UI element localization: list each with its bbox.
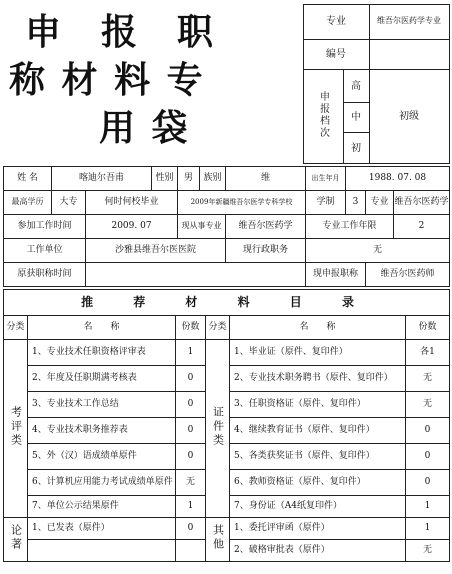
right-row-count: 各1 bbox=[406, 340, 450, 366]
col-count-right: 份数 bbox=[406, 316, 450, 340]
birth-value: 1988. 07. 08 bbox=[346, 167, 450, 191]
gender-label: 性别 bbox=[152, 167, 178, 191]
major2-label: 专业 bbox=[366, 191, 394, 215]
edu-label: 最高学历 bbox=[4, 191, 52, 215]
right-row-count: 无 bbox=[406, 540, 450, 562]
name-value: 喀迪尔吾甫 bbox=[52, 167, 152, 191]
gender-value: 男 bbox=[178, 167, 200, 191]
right-row-count: 无 bbox=[406, 366, 450, 392]
left-category-cell bbox=[4, 340, 28, 518]
archive-label-cell bbox=[303, 70, 343, 164]
work-start-value: 2009. 07 bbox=[86, 215, 178, 239]
left-row-count: 1 bbox=[176, 340, 206, 366]
right-row-count: 无 bbox=[406, 392, 450, 418]
mid-category2: 其他 bbox=[211, 523, 225, 552]
right-row-count: 1 bbox=[406, 518, 450, 540]
prev-title-value bbox=[86, 263, 306, 287]
work-start-label: 参加工作时间 bbox=[4, 215, 86, 239]
number-label: 编号 bbox=[303, 39, 369, 70]
info-table bbox=[3, 166, 450, 287]
level-high: 高 bbox=[343, 70, 369, 103]
left-row-count: 无 bbox=[176, 470, 206, 496]
col-name-left: 名 称 bbox=[28, 316, 176, 340]
right-row-name: 4、继续教育证书（原件、复印件） bbox=[230, 418, 406, 444]
mid-category-cell bbox=[206, 340, 230, 518]
current-major-value: 维吾尔医药学 bbox=[226, 215, 306, 239]
right-row-count: 0 bbox=[406, 470, 450, 496]
right-row-name: 1、毕业证（原件、复印件） bbox=[230, 340, 406, 366]
title-line-1: 申 报 职 bbox=[25, 11, 216, 53]
catalog-heading: 推 荐 材 料 目 录 bbox=[4, 290, 450, 316]
col-category-left: 分类 bbox=[4, 316, 28, 340]
left-row-count: 0 bbox=[176, 392, 206, 418]
system-label: 学制 bbox=[306, 191, 346, 215]
application-form bbox=[3, 4, 449, 572]
right-row-name: 2、破格审批表（原件） bbox=[230, 540, 406, 562]
right-row-name: 3、任职资格证（原件、复印件） bbox=[230, 392, 406, 418]
right-row-name: 1、委托评审函（原件） bbox=[230, 518, 406, 540]
ethnic-label: 族别 bbox=[200, 167, 226, 191]
level-init: 初 bbox=[343, 133, 369, 164]
title-line-2: 称 材 料 专 bbox=[9, 59, 205, 101]
title-line-3: 用 袋 bbox=[99, 107, 190, 149]
grad-label: 何时何校毕业 bbox=[86, 191, 178, 215]
left-row-name: 3、专业技术工作总结 bbox=[28, 392, 176, 418]
major-value: 维吾尔医药学专业 bbox=[369, 5, 449, 40]
unit-value: 沙雅县维吾尔医医院 bbox=[86, 239, 226, 263]
left-row-count: 0 bbox=[176, 518, 206, 540]
archive-label: 申报档次 bbox=[317, 90, 329, 139]
apply-title-label: 现申报职称 bbox=[306, 263, 366, 287]
grad-value: 2009年新疆维吾尔医学专科学校 bbox=[178, 191, 306, 215]
left-category2-cell bbox=[4, 518, 28, 562]
left-row-name: 5、外（汉）语成绩单原件 bbox=[28, 444, 176, 470]
ethnic-value: 维 bbox=[226, 167, 306, 191]
left-row-name: 4、专业技术职务推荐表 bbox=[28, 418, 176, 444]
years-label: 专业工作年限 bbox=[306, 215, 394, 239]
left-row-name: 2、年度及任职期满考核表 bbox=[28, 366, 176, 392]
years-value: 2 bbox=[394, 215, 450, 239]
edu-value: 大专 bbox=[52, 191, 86, 215]
right-row-count: 1 bbox=[406, 496, 450, 518]
current-major-label: 现从事专业 bbox=[178, 215, 226, 239]
name-label: 姓 名 bbox=[4, 167, 52, 191]
number-value bbox=[369, 39, 449, 70]
left-row-count: 0 bbox=[176, 366, 206, 392]
left-row-count bbox=[176, 540, 206, 562]
left-row-name: 7、单位公示结果原件 bbox=[28, 496, 176, 518]
left-row-name: 6、计算机应用能力考试成绩单原件 bbox=[28, 470, 176, 496]
admin-value: 无 bbox=[306, 239, 450, 263]
left-row-count: 0 bbox=[176, 444, 206, 470]
left-row-name bbox=[28, 540, 176, 562]
major-label: 专业 bbox=[303, 5, 369, 40]
major2-value: 维吾尔医药学 bbox=[394, 191, 450, 215]
col-count-left: 份数 bbox=[176, 316, 206, 340]
col-name-right: 名 称 bbox=[230, 316, 406, 340]
system-value: 3 bbox=[346, 191, 366, 215]
admin-label: 现行政职务 bbox=[226, 239, 306, 263]
left-category: 考评类 bbox=[9, 405, 23, 448]
left-row-count: 1 bbox=[176, 496, 206, 518]
prev-title-label: 原获职称时间 bbox=[4, 263, 86, 287]
mid-category2-cell bbox=[206, 518, 230, 562]
unit-label: 工作单位 bbox=[4, 239, 86, 263]
title-block bbox=[3, 5, 303, 164]
level-value: 初级 bbox=[369, 70, 449, 164]
mid-category: 证件类 bbox=[211, 405, 225, 448]
left-row-name: 1、已发表（原件） bbox=[28, 518, 176, 540]
col-category-right: 分类 bbox=[206, 316, 230, 340]
left-row-name: 1、专业技术任职资格评审表 bbox=[28, 340, 176, 366]
left-row-count: 0 bbox=[176, 418, 206, 444]
catalog-table bbox=[3, 289, 450, 562]
right-row-name: 7、身份证（A4纸复印件） bbox=[230, 496, 406, 518]
apply-title-value: 维吾尔医药师 bbox=[366, 263, 450, 287]
right-row-name: 2、专业技术职务聘书（原件、复印件） bbox=[230, 366, 406, 392]
right-row-count: 0 bbox=[406, 444, 450, 470]
right-row-name: 5、各类获奖证书（原件、复印件） bbox=[230, 444, 406, 470]
level-mid: 中 bbox=[343, 102, 369, 133]
birth-label: 出生年月 bbox=[306, 167, 346, 191]
left-category2: 论著 bbox=[9, 523, 23, 552]
right-row-name: 6、教师资格证（原件、复印件） bbox=[230, 470, 406, 496]
header-table bbox=[3, 4, 450, 164]
right-row-count: 0 bbox=[406, 418, 450, 444]
